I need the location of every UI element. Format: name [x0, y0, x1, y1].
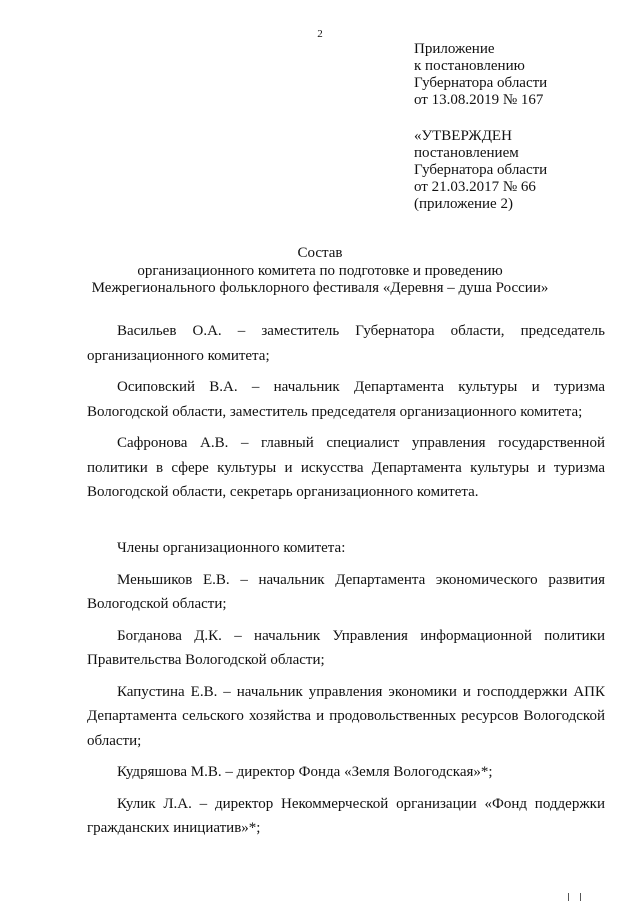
- approved-line: от 21.03.2017 № 66: [414, 179, 536, 195]
- title-line: Состав: [297, 245, 343, 261]
- appendix-line: Приложение: [414, 41, 495, 57]
- appendix-line: к постановлению: [414, 58, 525, 74]
- scan-artifact: [580, 893, 581, 901]
- approved-line: (приложение 2): [414, 196, 513, 212]
- approved-line: постановлением: [414, 145, 519, 161]
- leadership-item: Осиповский В.А. – начальник Департамента культуры и туризма Вологодской области, заместитель председателя организационного комитета;: [87, 379, 605, 420]
- title-line: организационного комитета по подготовке и проведению: [137, 262, 503, 279]
- appendix-line: от 13.08.2019 № 167: [414, 92, 544, 108]
- approved-block: [414, 128, 547, 213]
- member-item: Богданова Д.К. – начальник Управления информационной политики Правительства Вологодской области;: [87, 627, 605, 668]
- appendix-line: Губернатора области: [414, 75, 548, 91]
- leadership-item: Сафронова А.В. – главный специалист управления государственной политики в сфере культуры и искусства Департамента культуры и туризма Вологодской области, секретарь организационного комитета.: [87, 435, 605, 500]
- scan-artifact: [568, 893, 569, 901]
- title-line: Межрегионального фольклорного фестиваля «Деревня – душа России»: [91, 280, 549, 296]
- member-item: Кудряшова М.В. – директор Фонда «Земля Вологодская»*;: [117, 764, 493, 780]
- page-number: 2: [317, 28, 323, 40]
- document-title: [0, 245, 640, 298]
- member-item: Кулик Л.А. – директор Некоммерческой организации «Фонд поддержки гражданских инициатив»*;: [87, 795, 605, 836]
- leadership-list: [87, 319, 605, 512]
- members-list: [87, 536, 605, 848]
- appendix-block: [414, 41, 547, 109]
- member-item: Меньшиков Е.В. – начальник Департамента экономического развития Вологодской области;: [87, 571, 605, 612]
- approved-line: «УТВЕРЖДЕН: [414, 128, 512, 144]
- leadership-item: Васильев О.А. – заместитель Губернатора области, председатель организационного комитета;: [87, 323, 605, 364]
- approved-line: Губернатора области: [414, 162, 548, 178]
- members-heading: Члены организационного комитета:: [117, 540, 346, 556]
- member-item: Капустина Е.В. – начальник управления экономики и господдержки АПК Департамента сельского хозяйства и продовольственных ресурсов Вологодской области;: [87, 683, 605, 749]
